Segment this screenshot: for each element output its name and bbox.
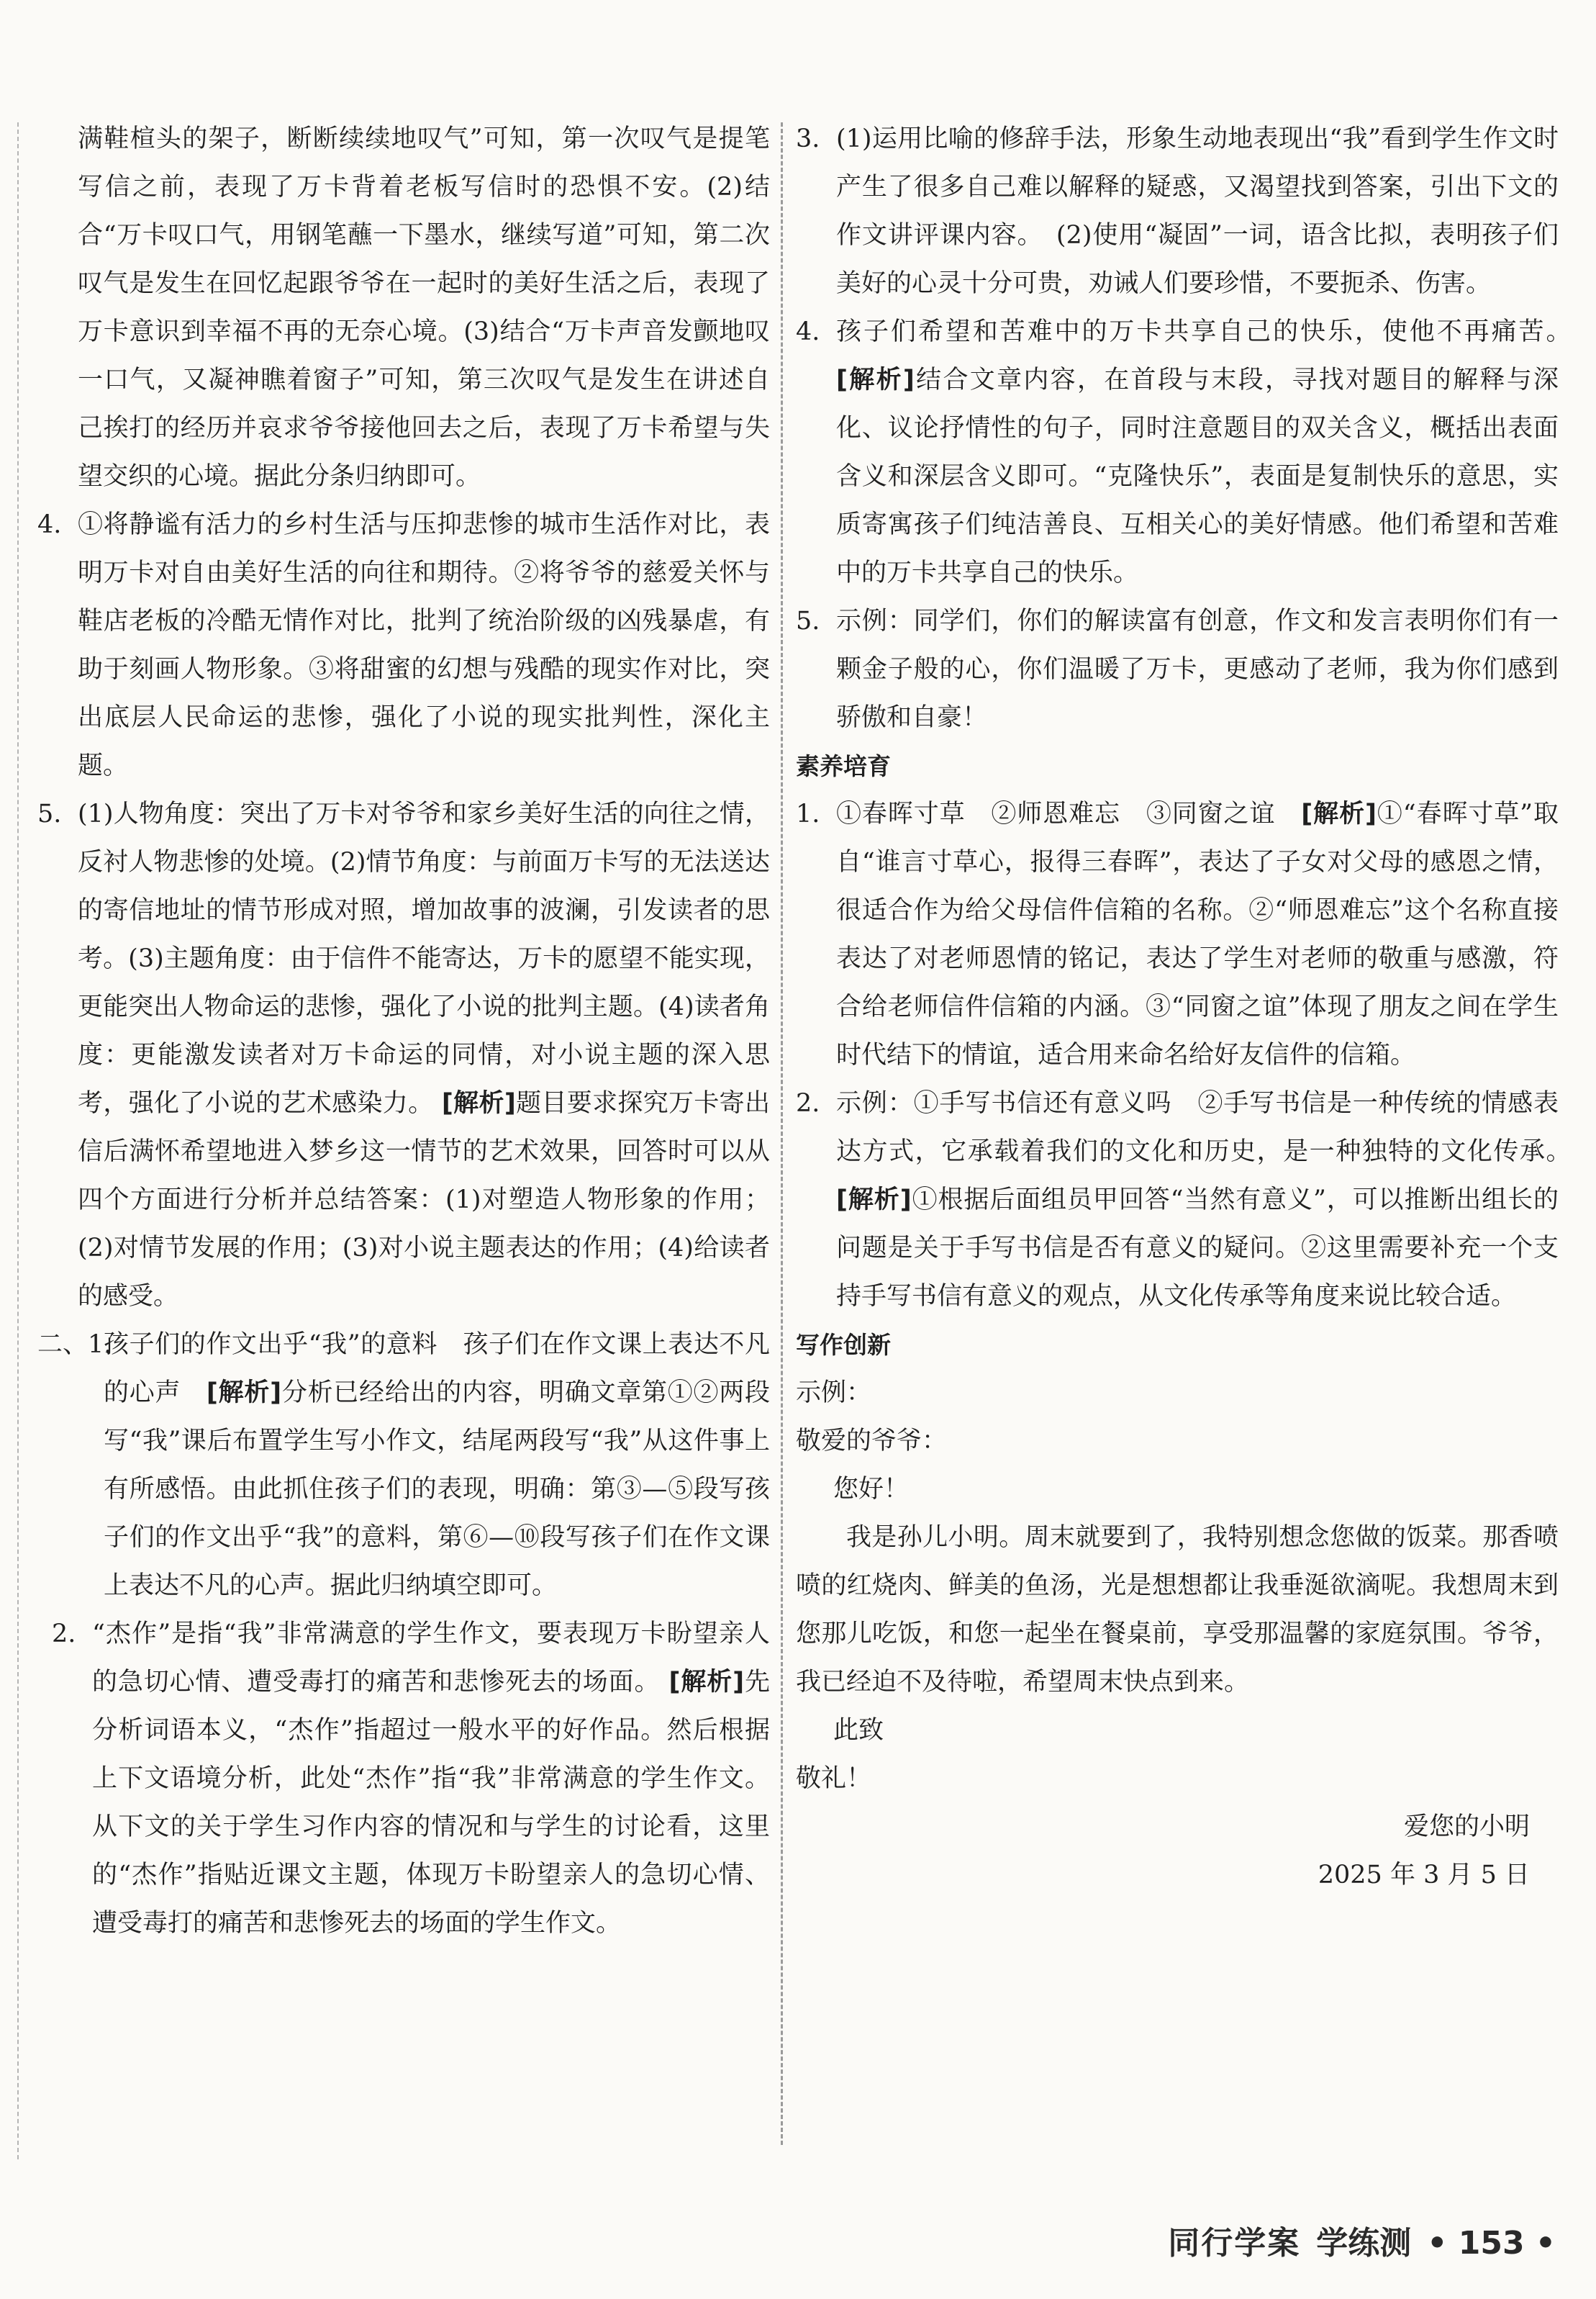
answer-text: 示例：同学们，你们的解读富有创意，作文和发言表明你们有一颗金子般的心，你们温暖了万卡，更感动了老师，我为你们感到骄傲和自豪！ <box>836 607 1559 732</box>
item-number: 4. <box>37 510 62 539</box>
item-number: 二、1. <box>37 1330 112 1359</box>
item-number: 2. <box>52 1620 76 1648</box>
analysis-tag: [解析] <box>1301 800 1377 828</box>
answer-item-4-right <box>796 308 1584 597</box>
analysis-text: 先分析词语本义，“杰作”指超过一般水平的好作品。然后根据上下文语境分析，此处“杰作”指“我”非常满意的学生作文。从下文的关于学生习作内容的情况和与学生的讨论看，这里的“杰作”指贴近课文主题，体现万卡盼望亲人的急切心情、遭受毒打的痛苦和悲惨死去的场面的学生作文。 <box>92 1668 770 1938</box>
item-number: 3. <box>796 125 820 153</box>
answer-item-5-right <box>796 597 1559 742</box>
analysis-tag: [解析] <box>441 1089 516 1118</box>
section2-item-2 <box>52 1610 770 1948</box>
letter-example-label: 示例： <box>796 1378 872 1407</box>
answer-item-4 <box>37 501 770 790</box>
answer-text: ①春晖寸草 ②师恩难忘 ③同窗之谊 <box>836 800 1302 828</box>
item-number: 5. <box>796 607 820 636</box>
right-column <box>796 115 1584 1900</box>
letter-greeting: 您好！ <box>833 1475 910 1504</box>
item-number: 4. <box>796 317 820 346</box>
page-number: • 153 • <box>1427 2225 1556 2262</box>
analysis-text: ①“春晖寸草”取自“谁言寸草心，报得三春晖”，表达了子女对父母的感恩之情，很适合作为给父母信件信箱的名称。②“师恩难忘”这个名称直接表达了对老师恩情的铭记，表达了学生对老师的敬重与感激，符合给老师信件信箱的内涵。③“同窗之谊”体现了朋友之间在学生时代结下的情谊，适合用来命名给好友信件的信箱。 <box>836 800 1559 1070</box>
analysis-tag: [解析] <box>836 1185 912 1214</box>
page-footer <box>1168 2217 1556 2263</box>
letter-signature: 爱您的小明 <box>1403 1812 1530 1841</box>
answer-item-3 <box>796 115 1559 308</box>
letter-body: 我是孙儿小明。周末就要到了，我特别想念您做的饭菜。那香喷喷的红烧肉、鲜美的鱼汤，光是想想都让我垂涎欲滴呢。我想周末到您那儿吃饭，和您一起坐在餐桌前，享受那温馨的家庭氛围。爷爷，我已经迫不及待啦，希望周末快点到来。 <box>796 1523 1559 1697</box>
answer-text: 示例：①手写书信还有意义吗 ②手写书信是一种传统的情感表达方式，它承载着我们的文化和历史，是一种独特的文化传承。 <box>836 1089 1584 1166</box>
analysis-tag: [解析] <box>836 366 915 394</box>
item-number: 1. <box>796 800 820 828</box>
left-margin-rule <box>17 122 19 2159</box>
suyang-item-2 <box>796 1080 1584 1321</box>
suyang-item-1 <box>796 790 1559 1080</box>
letter-jingli: 敬礼！ <box>796 1764 872 1793</box>
letter-cizhi: 此致 <box>833 1716 884 1745</box>
analysis-tag: [解析] <box>668 1668 745 1697</box>
answer-item-5 <box>37 790 770 1321</box>
answer-continuation: 满鞋楦头的架子，断断续续地叹气”可知，第一次叹气是提笔写信之前，表现了万卡背着老板写信时的恐惧不安。(2)结合“万卡叹口气，用钢笔蘸一下墨水，继续写道”可知，第二次叹气是发生在回忆起跟爷爷在一起时的美好生活之后，表现了万卡意识到幸福不再的无奈心境。(3)结合“万卡声音发颤地叹一口气，又凝神瞧着窗子”可知，第三次叹气是发生在讲述自己挨打的经历并哀求爷爷接他回去之后，表现了万卡希望与失望交织的心境。据此分条归纳即可。 <box>78 125 770 491</box>
analysis-text: ①根据后面组员甲回答“当然有意义”，可以推断出组长的问题是关于手写书信是否有意义的疑问。②这里需要补充一个支持手写书信有意义的观点，从文化传承等角度来说比较合适。 <box>836 1185 1559 1311</box>
answer-text: (1)运用比喻的修辞手法，形象生动地表现出“我”看到学生作文时产生了很多自己难以解释的疑惑，又渴望找到答案，引出下文的作文讲评课内容。 (2)使用“凝固”一词，语含比拟，表明孩子们美好的心灵十分可贵，劝诫人们要珍惜，不要扼杀、伤害。 <box>836 125 1559 298</box>
answer-text: 孩子们的作文出乎“我”的意料 孩子们在作文课上表达不凡的心声 <box>104 1330 770 1407</box>
answer-text: (1)人物角度：突出了万卡对爷爷和家乡美好生活的向往之情，反衬人物悲惨的处境。(2)情节角度：与前面万卡写的无法送达的寄信地址的情节形成对照，增加故事的波澜，引发读者的思考。(3)主题角度：由于信件不能寄达，万卡的愿望不能实现，更能突出人物命运的悲惨，强化了小说的批判主题。(4)读者角度：更能激发读者对万卡命运的同情，对小说主题的深入思考，强化了小说的艺术感染力。 <box>78 800 770 1118</box>
footer-brand: 同行学案 <box>1168 2225 1301 2262</box>
analysis-text: 题目要求探究万卡寄出信后满怀希望地进入梦乡这一情节的艺术效果，回答时可以从四个方面进行分析并总结答案：(1)对塑造人物形象的作用；(2)对情节发展的作用；(3)对小说主题表达的作用；(4)给读者的感受。 <box>78 1089 770 1311</box>
section-heading-xiezuo: 写作创新 <box>796 1331 891 1359</box>
analysis-text: 结合文章内容，在首段与末段，寻找对题目的解释与深化、议论抒情性的句子，同时注意题目的双关含义，概括出表面含义和深层含义即可。“克隆快乐”，表面是复制快乐的意思，实质寄寓孩子们纯洁善良、互相关心的美好情感。他们希望和苦难中的万卡共享自己的快乐。 <box>836 366 1559 587</box>
item-number: 5. <box>37 800 62 828</box>
analysis-tag: [解析] <box>206 1378 282 1407</box>
letter-salutation: 敬爱的爷爷： <box>796 1427 948 1455</box>
answer-text: “杰作”是指“我”非常满意的学生作文，要表现万卡盼望亲人的急切心情、遭受毒打的痛苦和悲惨死去的场面。 <box>92 1620 770 1697</box>
answer-text: 孩子们希望和苦难中的万卡共享自己的快乐，使他不再痛苦。 <box>836 317 1584 346</box>
section2-item-1 <box>37 1321 770 1610</box>
left-column <box>37 115 770 1948</box>
column-divider <box>781 122 783 2145</box>
section-heading-suyang: 素养培育 <box>796 752 891 780</box>
letter-date: 2025 年 3 月 5 日 <box>1318 1861 1530 1889</box>
analysis-text: 分析已经给出的内容，明确文章第①②两段写“我”课后布置学生写小作文，结尾两段写“我”从这件事上有所感悟。由此抓住孩子们的表现，明确：第③—⑤段写孩子们的作文出乎“我”的意料，第⑥—⑩段写孩子们在作文课上表达不凡的心声。据此归纳填空即可。 <box>104 1378 770 1600</box>
answer-text: ①将静谧有活力的乡村生活与压抑悲惨的城市生活作对比，表明万卡对自由美好生活的向往和期待。②将爷爷的慈爱关怀与鞋店老板的冷酷无情作对比，批判了统治阶级的凶残暴虐，有助于刻画人物形象。③将甜蜜的幻想与残酷的现实作对比，突出底层人民命运的悲惨，强化了小说的现实批判性，深化主题。 <box>78 510 770 780</box>
item-number: 2. <box>796 1089 820 1118</box>
footer-series: 学练测 <box>1316 2225 1412 2262</box>
